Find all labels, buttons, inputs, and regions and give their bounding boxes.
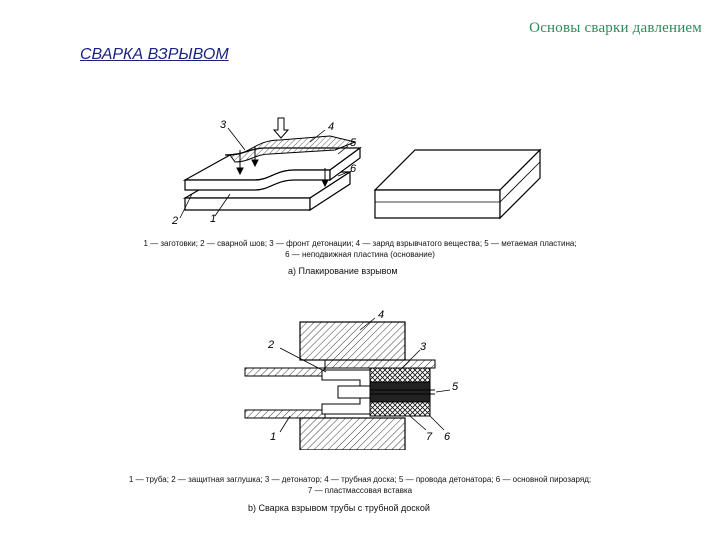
figure-b-legend-line-1: 1 — труба; 2 — защитная заглушка; 3 — детонатор; 4 — трубная доска; 5 — провода детонатора; 6 — основной пирозаряд;: [128, 475, 592, 484]
figure-a-diagram: [160, 110, 600, 230]
figure-b-diagram: [230, 300, 480, 450]
figure-b-label-2: 2: [268, 339, 275, 351]
figure-b-legend: [80, 474, 640, 496]
slide-title: СВАРКА ВЗРЫВОМ: [80, 46, 229, 63]
figure-a-legend: [90, 238, 630, 260]
detonator: [338, 386, 370, 398]
clad-plate: [375, 150, 540, 218]
figure-a-label-4: 4: [328, 121, 335, 133]
figure-a-label-1: 1: [210, 213, 217, 225]
figure-a-legend-line-2: 6 — неподвижная пластина (основание): [285, 250, 435, 259]
plastic-insert: [370, 382, 430, 402]
figure-b-label-6: 6: [444, 431, 451, 443]
figure-b-legend-line-2: 7 — пластмассовая вставка: [307, 486, 413, 495]
figure-b-label-7: 7: [426, 431, 433, 443]
figure-b-label-4: 4: [378, 309, 385, 321]
figure-a-caption: а) Плакирование взрывом: [288, 266, 398, 276]
figure-b-label-1: 1: [270, 431, 277, 443]
figure-a-label-2: 2: [172, 215, 179, 227]
initiation-arrow: [274, 118, 288, 138]
figure-a-legend-line-1: 1 — заготовки; 2 — сварной шов; 3 — фронт детонации; 4 — заряд взрывчатого вещества; 5 — метаемая пластина;: [143, 239, 577, 248]
header-title: Основы сварки давлением: [529, 20, 702, 36]
figure-b-label-5: 5: [452, 381, 459, 393]
figure-a-label-5: 5: [350, 137, 357, 149]
figure-b-caption: b) Сварка взрывом трубы с трубной доской: [248, 503, 430, 513]
figure-a-label-6: 6: [350, 163, 357, 175]
figure-a-label-3: 3: [220, 119, 227, 131]
figure-b-label-3: 3: [420, 341, 427, 353]
